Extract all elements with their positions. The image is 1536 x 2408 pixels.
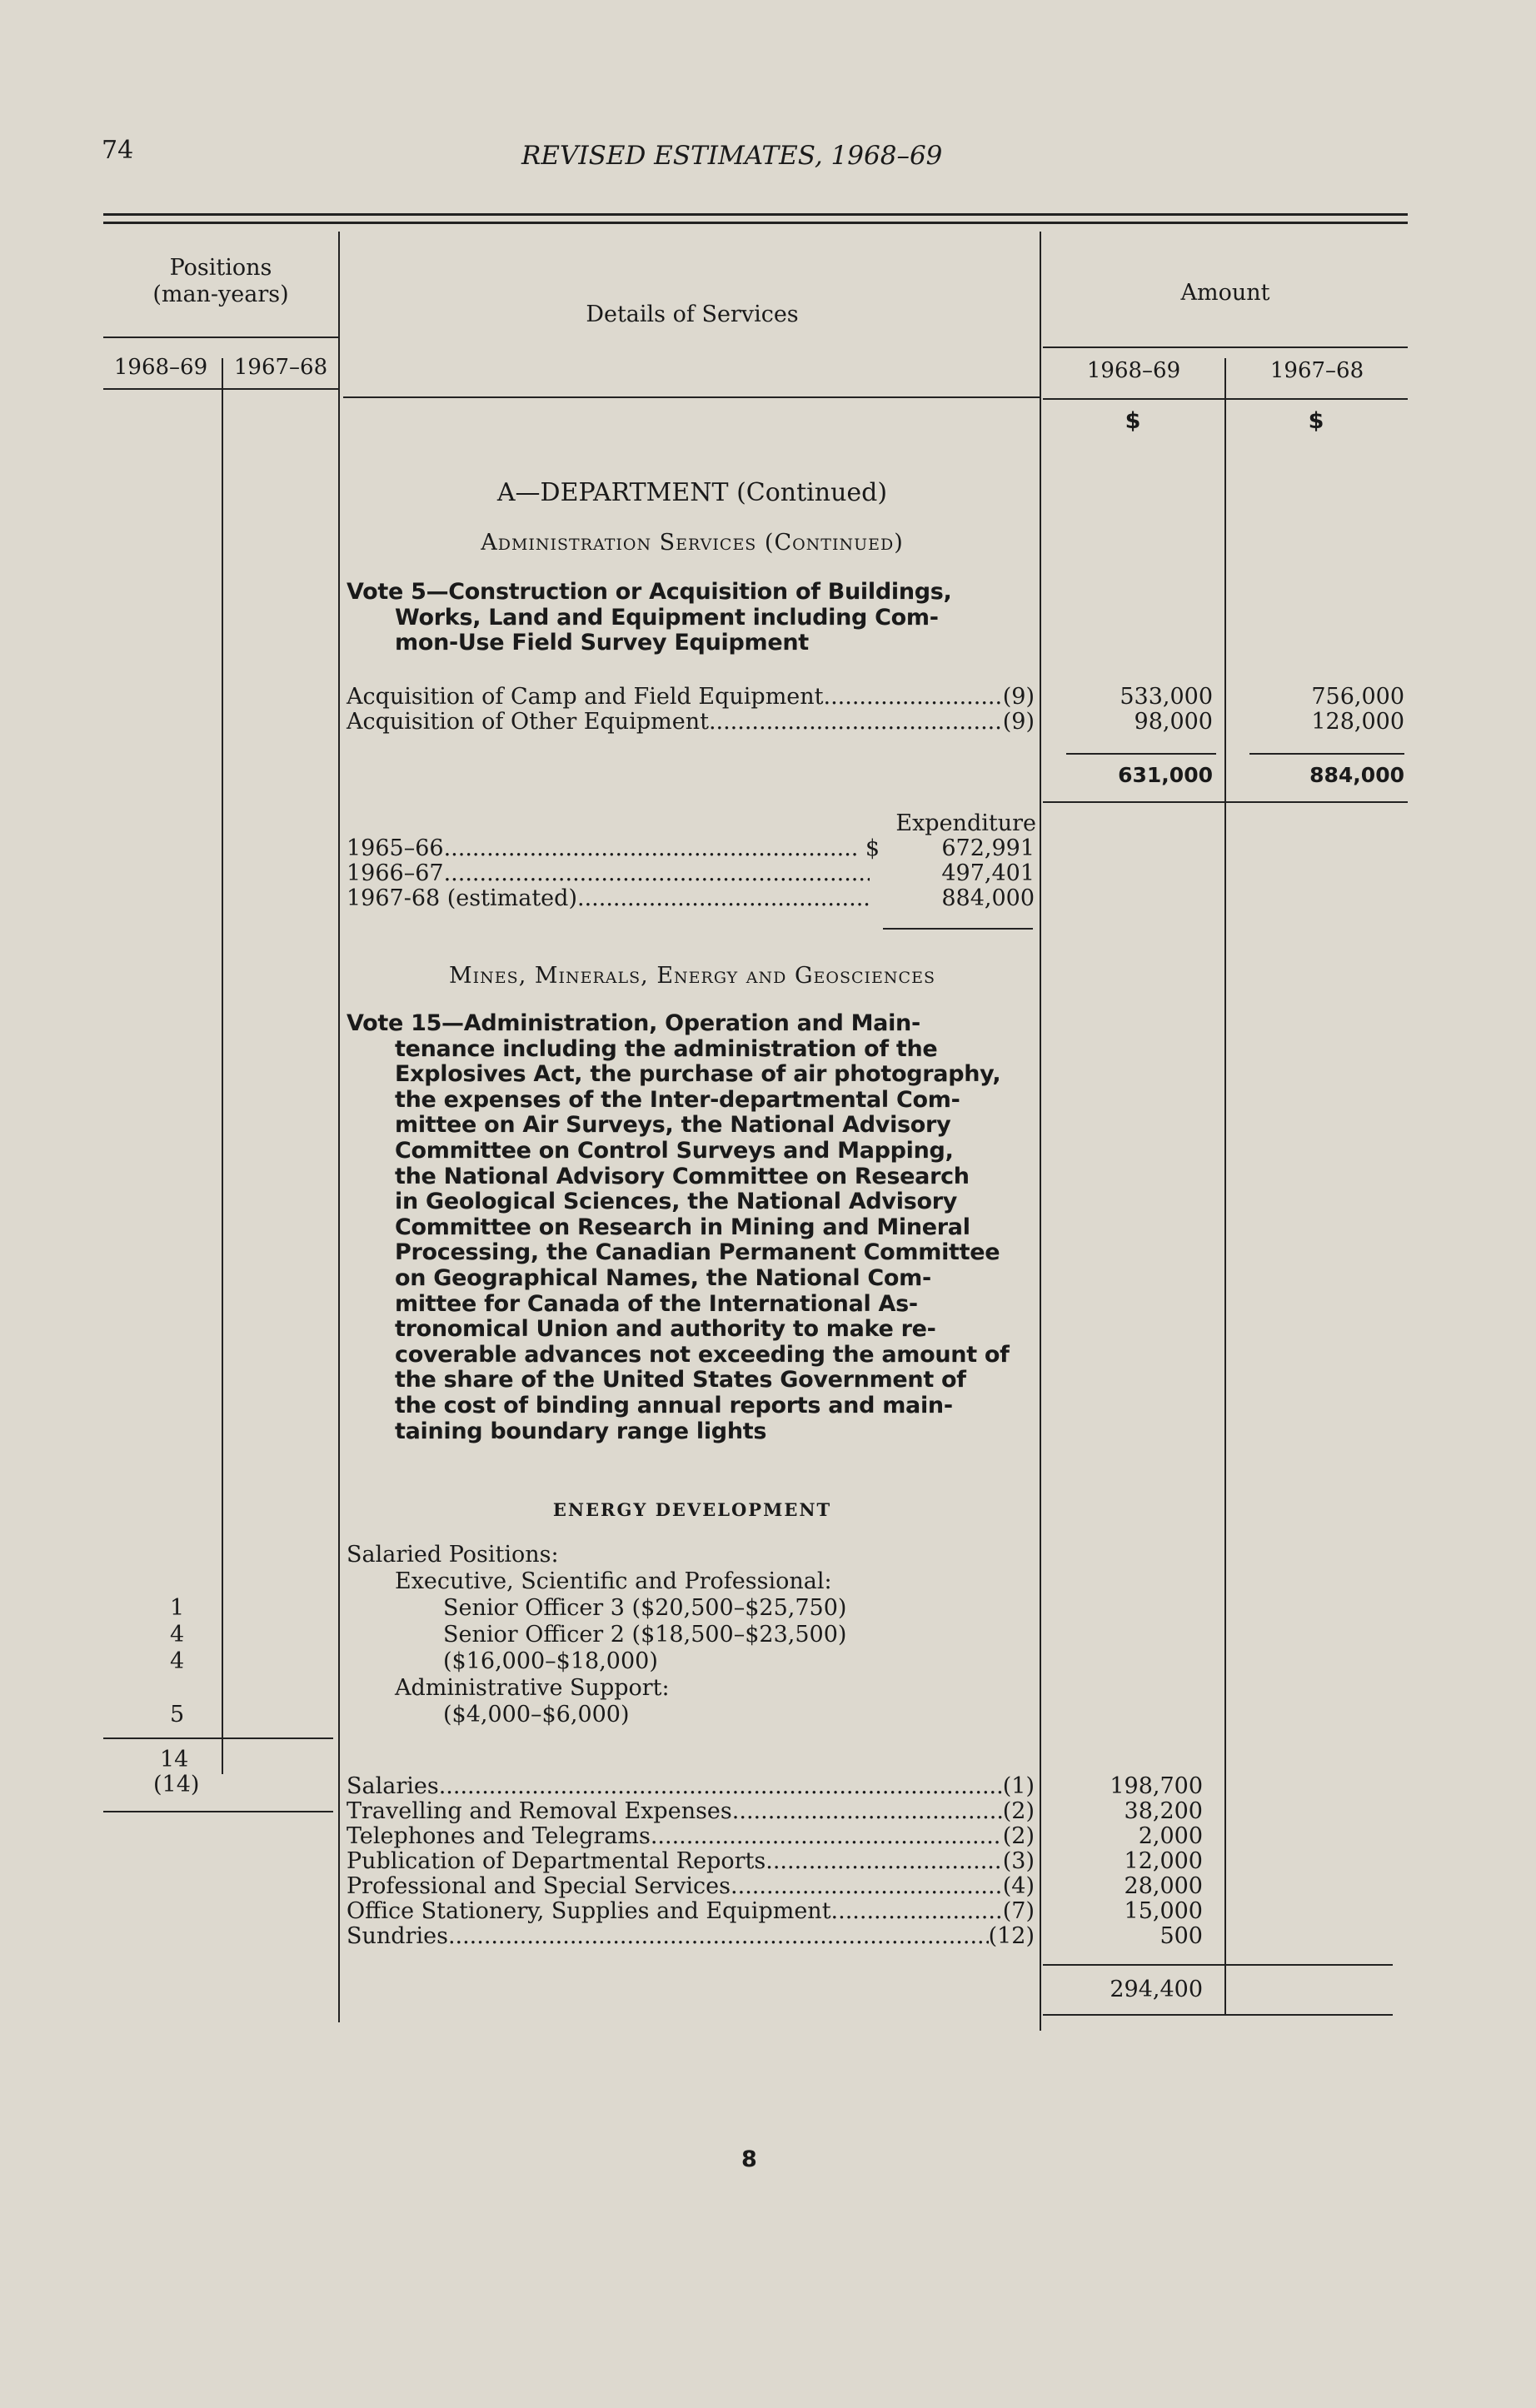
expense-ref: (3) (1002, 1848, 1035, 1874)
subtotal-rule (1066, 753, 1216, 755)
salaried-positions-label: Salaried Positions: (347, 1542, 559, 1568)
positions-details-divider (338, 232, 340, 2022)
expenditure-row (347, 886, 870, 911)
vote-line: mon-Use Field Survey Equipment (395, 630, 809, 656)
energy-development-heading: ENERGY DEVELOPMENT (552, 1499, 832, 1520)
expense-row (347, 1924, 1035, 1949)
vote-line: Committee on Control Surveys and Mapping, (395, 1137, 954, 1164)
expenditure-rule (883, 928, 1033, 930)
expense-amount: 500 (1159, 1923, 1203, 1949)
total-1968: 631,000 (1118, 763, 1213, 787)
amt-year-1968: 1968–69 (1086, 358, 1181, 383)
currency-sign: $ (865, 835, 880, 861)
position-label: Senior Officer 2 ($18,500–$23,500) (443, 1622, 847, 1648)
item-camp-field-equipment (347, 685, 1035, 710)
expense-ref: (1) (1002, 1773, 1035, 1799)
top-rule (103, 213, 1408, 216)
vote-line: Vote 15—Administration, Operation and Main- (347, 1010, 920, 1036)
item-label: Acquisition of Camp and Field Equipment (347, 684, 824, 710)
expenditure-year: 1967-68 (estimated) (347, 885, 577, 911)
positions-year-rule (103, 388, 338, 390)
vote-line: the cost of binding annual reports and main- (395, 1392, 953, 1418)
positions-header (103, 255, 338, 308)
vote-line: the National Advisory Committee on Research (395, 1163, 970, 1189)
expense-ref: (4) (1002, 1873, 1035, 1899)
expenditure-amount: 884,000 (941, 885, 1035, 911)
expenses-subtotal-rule (1043, 1964, 1393, 1966)
expenditure-year: 1966–67 (347, 860, 444, 886)
vote-line: Explosives Act, the purchase of air photography, (395, 1061, 1001, 1088)
admin-services-heading: Administration Services (Continued) (481, 530, 904, 556)
positions-header-rule (103, 337, 338, 338)
expense-label: Publication of Departmental Reports (347, 1848, 766, 1874)
expense-amount: 28,000 (1124, 1873, 1203, 1899)
item-ref: (9) (1002, 684, 1035, 710)
subtotal-rule (1249, 753, 1404, 755)
amount-1967: 756,000 (1311, 684, 1404, 710)
expense-row (347, 1799, 1035, 1824)
position-count: 1 (170, 1595, 185, 1621)
expense-label: Telephones and Telegrams (347, 1823, 651, 1849)
vote-line: mittee for Canada of the International As- (395, 1290, 918, 1317)
expense-ref: (7) (1002, 1898, 1035, 1924)
vote-line: Vote 5—Construction or Acquisition of Buildings, (347, 579, 952, 605)
expense-amount: 2,000 (1138, 1823, 1203, 1849)
details-header-rule (343, 396, 1040, 398)
positions-total: 14 (160, 1747, 189, 1772)
expense-amount: 15,000 (1124, 1898, 1203, 1924)
vote-line: the expenses of the Inter-departmental Com- (395, 1086, 960, 1113)
pos-col-divider (222, 358, 223, 1774)
vote-line: in Geological Sciences, the National Advisory (395, 1189, 958, 1215)
positions-subtitle: (man-years) (152, 282, 289, 307)
expense-amount: 198,700 (1110, 1773, 1203, 1799)
expense-label: Office Stationery, Supplies and Equipment (347, 1898, 831, 1924)
vote-line: Works, Land and Equipment including Com- (395, 604, 939, 631)
vote-line: mittee on Air Surveys, the National Advisory (395, 1112, 951, 1139)
dollar-1967: $ (1308, 408, 1324, 434)
page-number: 74 (102, 136, 134, 165)
expense-label: Professional and Special Services (347, 1873, 731, 1899)
page-title: REVISED ESTIMATES, 1968–69 (521, 141, 943, 171)
amount-header-rule (1043, 346, 1408, 348)
admin-support-label: Administrative Support: (395, 1675, 670, 1701)
amount-1967: 128,000 (1311, 709, 1404, 735)
vote-line: coverable advances not exceeding the amount of (395, 1341, 1010, 1368)
amount-1968: 533,000 (1120, 684, 1213, 710)
expenditure-amount: 672,991 (941, 835, 1035, 861)
vote-line: Processing, the Canadian Permanent Committee (395, 1239, 1000, 1266)
expense-row (347, 1874, 1035, 1899)
vote-5-description (347, 580, 1031, 656)
details-amount-divider (1040, 232, 1041, 2031)
item-other-equipment (347, 710, 1035, 735)
expense-row (347, 1824, 1035, 1849)
expense-label: Salaries (347, 1773, 439, 1799)
positions-total-prev: (14) (153, 1772, 200, 1797)
expense-row (347, 1899, 1035, 1924)
expenses-total-rule (1043, 2014, 1393, 2016)
expense-label: Travelling and Removal Expenses (347, 1798, 732, 1824)
expenditure-year: 1965–66 (347, 835, 444, 861)
expense-amount: 38,200 (1124, 1798, 1203, 1824)
position-label: ($4,000–$6,000) (443, 1702, 630, 1727)
vote-line: the share of the United States Government of (395, 1367, 966, 1393)
position-label: ($16,000–$18,000) (443, 1648, 658, 1674)
vote-line: taining boundary range lights (395, 1418, 767, 1444)
expense-ref: (2) (1002, 1798, 1035, 1824)
positions-title: Positions (169, 255, 272, 281)
expense-row (347, 1849, 1035, 1874)
mines-minerals-heading: Mines, Minerals, Energy and Geosciences (449, 963, 935, 989)
vote-15-description (347, 1011, 1031, 1444)
details-header: Details of Services (586, 302, 799, 327)
expense-ref: (2) (1002, 1823, 1035, 1849)
expenditure-heading: Expenditure (895, 810, 1036, 836)
vote-line: tenance including the administration of the (395, 1035, 938, 1062)
amt-year-1967: 1967–68 (1269, 358, 1364, 383)
position-count: 4 (170, 1622, 185, 1648)
amount-1968: 98,000 (1134, 709, 1213, 735)
top-rule-2 (103, 222, 1408, 224)
department-heading: A—DEPARTMENT (Continued) (496, 478, 888, 507)
vote-line: Committee on Research in Mining and Mineral (395, 1214, 970, 1240)
item-ref: (9) (1002, 709, 1035, 735)
item-label: Acquisition of Other Equipment (347, 709, 709, 735)
vote-line: tronomical Union and authority to make re- (395, 1316, 936, 1343)
position-label: Senior Officer 3 ($20,500–$25,750) (443, 1595, 847, 1621)
expenses-total: 294,400 (1110, 1977, 1203, 2002)
signature-mark: 8 (741, 2146, 757, 2172)
position-count: 5 (170, 1702, 185, 1727)
expense-row (347, 1774, 1035, 1799)
positions-total-rule (103, 1811, 333, 1812)
vote-line: on Geographical Names, the National Com- (395, 1264, 931, 1291)
expenditure-row (347, 836, 880, 861)
dollar-1968: $ (1125, 408, 1141, 434)
expenditure-amount: 497,401 (941, 860, 1035, 886)
expense-amount: 12,000 (1124, 1848, 1203, 1874)
pos-year-1967: 1967–68 (233, 355, 328, 380)
expense-ref: (12) (988, 1923, 1035, 1949)
position-count: 4 (170, 1648, 185, 1674)
total-1967: 884,000 (1309, 763, 1404, 787)
positions-subtotal-rule (103, 1737, 333, 1739)
expenditure-row (347, 861, 870, 886)
exec-sci-prof-label: Executive, Scientific and Professional: (395, 1568, 832, 1594)
total-rule (1043, 801, 1408, 803)
pos-year-1968: 1968–69 (113, 355, 208, 380)
expense-label: Sundries (347, 1923, 448, 1949)
amount-header: Amount (1180, 280, 1270, 306)
amount-col-divider (1224, 358, 1226, 2016)
